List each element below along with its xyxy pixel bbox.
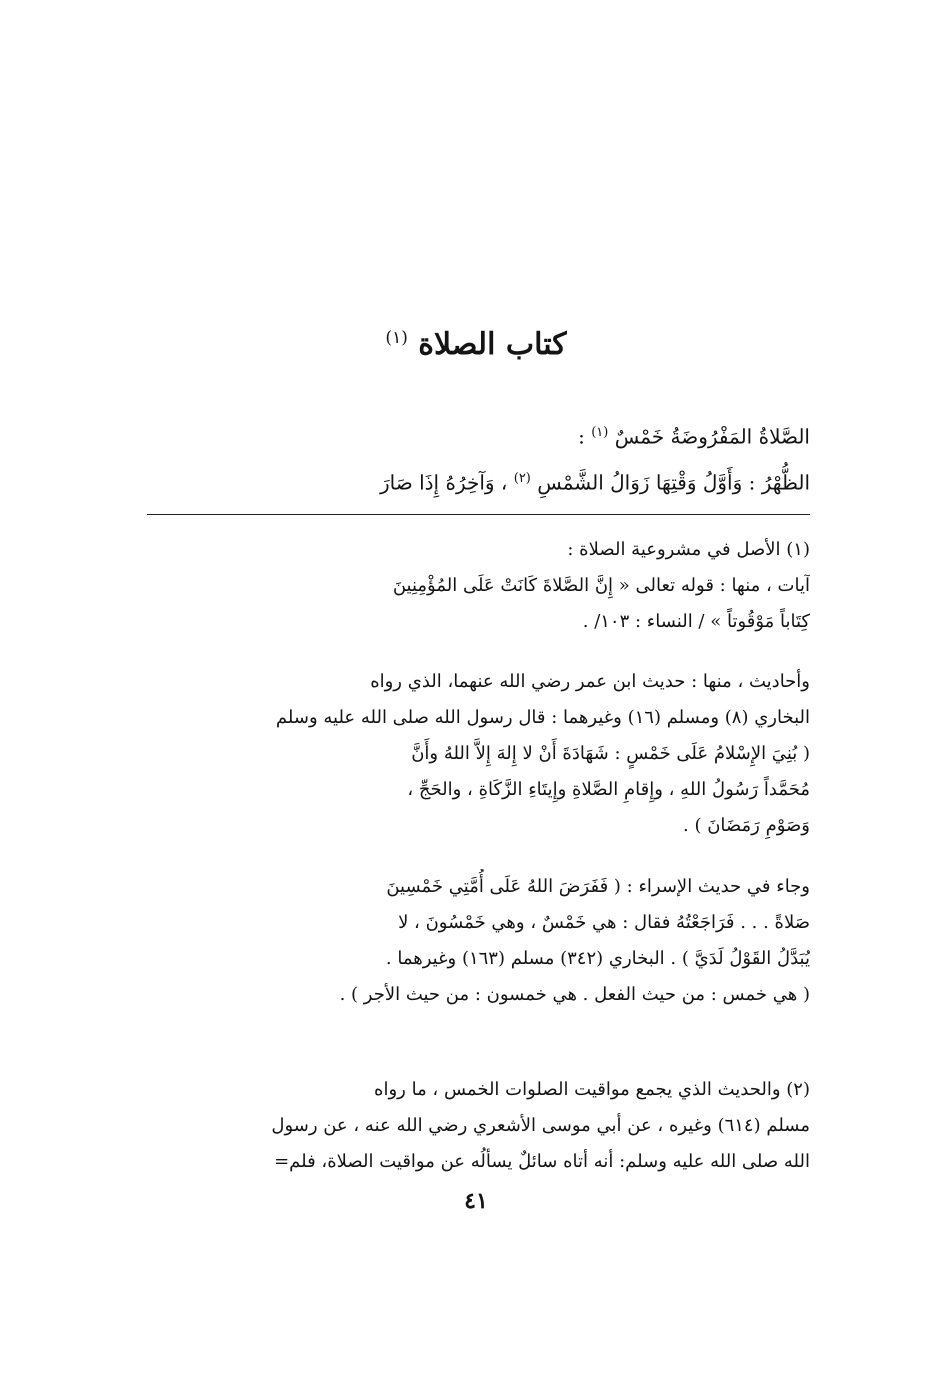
footnote-1-isra: [130, 869, 810, 1013]
main-text: [130, 412, 810, 503]
footnote-line: الله صلى الله عليه وسلم: أنه أتاه سائلٌ يسألُه عن مواقيت الصلاة، فلم=: [274, 1151, 810, 1172]
footnote-line: وَصَوْمِ رَمَضَانَ ) .: [683, 815, 810, 836]
footnote-line: كِتَاباً مَوْقُوتاً » / النساء : ١٠٣/ .: [582, 611, 810, 632]
chapter-title-note-ref: (١): [385, 328, 408, 348]
footnote-line: مسلم (٦١٤) وغيره ، عن أبي موسى الأشعري رضي الله عنه ، عن رسول: [271, 1115, 810, 1136]
chapter-title-text: كتاب الصلاة: [418, 327, 567, 362]
footnote-1-hadith: [130, 664, 810, 844]
main-line-1: [130, 412, 810, 458]
main-line-1-note-ref: (١): [591, 425, 609, 440]
footnote-line: البخاري (٨) ومسلم (١٦) وغيرهما : قال رسول الله صلى الله عليه وسلم: [275, 707, 810, 728]
footnote-line: صَلاةً . . . فَرَاجَعْتُهُ فقال : هي خَمْسٌ ، وهي خَمْسُونَ ، لا: [398, 912, 810, 933]
footnote-line: (١) الأصل في مشروعية الصلاة :: [567, 539, 810, 560]
main-line-2-note-ref: (٢): [513, 470, 531, 486]
footnote-line: يُبَدَّلُ القَوْلُ لَدَيَّ ) . البخاري (٣٤٢) مسلم (١٦٣) وغيرهما .: [385, 948, 810, 969]
footnote-line: آيات ، منها : قوله تعالى « إِنَّ الصَّلاةَ كَانَتْ عَلَى المُؤْمِنِينَ: [392, 575, 810, 596]
main-line-2-part2: ، وَآخِرُهُ إِذَا صَارَ: [380, 470, 508, 495]
chapter-title: [0, 318, 952, 365]
footnote-1: [130, 532, 810, 640]
footnote-line: وأحاديث ، منها : حديث ابن عمر رضي الله عنهما، الذي رواه: [370, 671, 810, 692]
footnote-line: مُحَمَّداً رَسُولُ اللهِ ، وإِقامِ الصَّلاةِ وإِيتَاءِ الزَّكَاةِ ، والحَجِّ ،: [407, 779, 810, 800]
footnote-2: [130, 1072, 810, 1180]
page-number: ٤١: [464, 1188, 488, 1214]
main-line-1-end: :: [578, 424, 585, 449]
main-line-2-part1: الظُّهْرُ : وَأَوَّلُ وَقْتِهَا زَوَالُ الشَّمْسِ: [537, 470, 810, 495]
footnote-line: وجاء في حديث الإسراء : ( فَفَرَضَ اللهُ عَلَى أُمَّتِي خَمْسِينَ: [386, 876, 810, 897]
main-line-2: [130, 458, 810, 504]
footnote-separator: [147, 514, 810, 515]
footnote-line: (٢) والحديث الذي يجمع مواقيت الصلوات الخمس ، ما رواه: [374, 1079, 810, 1100]
footnote-line: ( هي خمس : من حيث الفعل . هي خمسون : من حيث الأجر ) .: [339, 984, 810, 1005]
main-line-1-text: الصَّلاةُ المَفْرُوضَةُ خَمْسٌ: [614, 424, 810, 449]
footnote-line: ( بُنِيَ الإِسْلامُ عَلَى خَمْسٍ : شَهَادَةَ أَنْ لا إِلهَ إِلاَّ اللهُ وأَنَّ: [411, 743, 810, 764]
